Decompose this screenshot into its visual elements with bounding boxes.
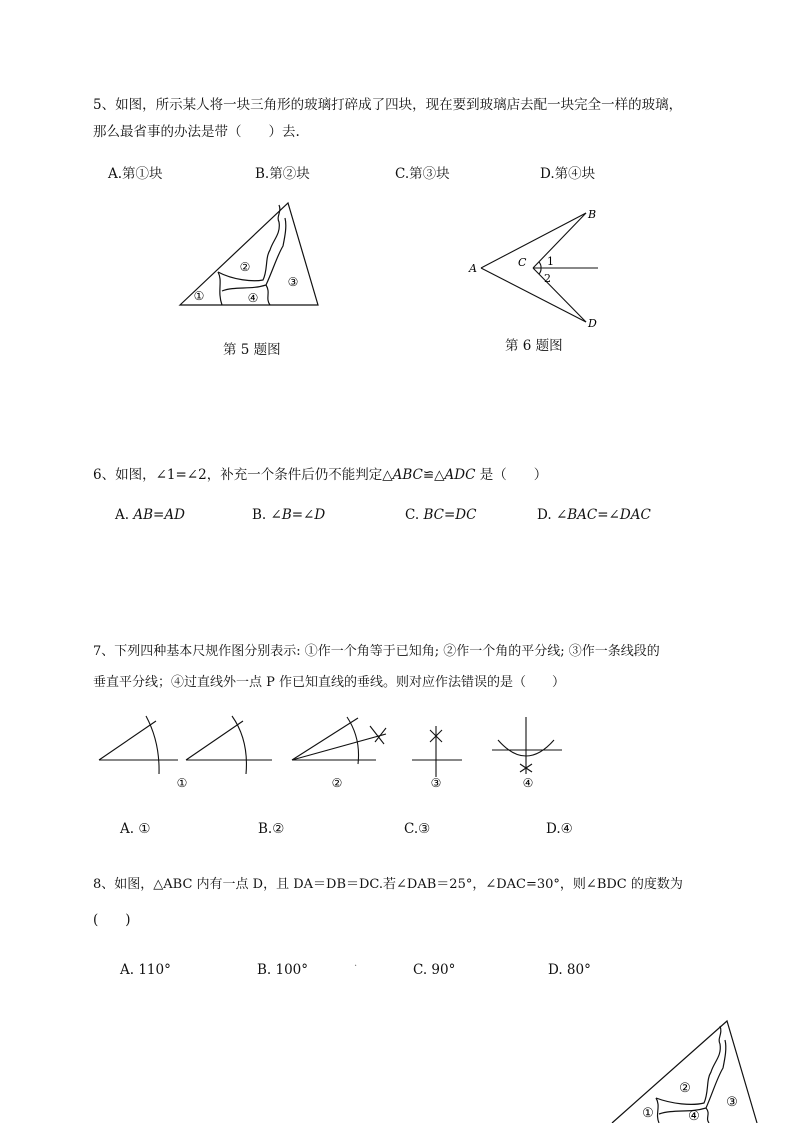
fig7-label-3: ③ xyxy=(430,776,442,790)
q6-option-a-expr: AB=AD xyxy=(133,507,185,523)
fig7-construction-4 xyxy=(412,726,462,777)
fig6-label-c: C xyxy=(518,256,527,269)
q6-option-d xyxy=(537,507,651,523)
q6-option-d-expr: ∠BAC=∠DAC xyxy=(555,507,651,523)
fig7-label-2: ② xyxy=(331,776,343,790)
q6-stem-suffix: 是（ ） xyxy=(475,467,548,483)
q5-option-a: A.第①块 xyxy=(108,166,163,182)
q6-option-b-expr: ∠B=∠D xyxy=(270,507,326,523)
bottom-label-2: ② xyxy=(679,1081,691,1096)
fig5-caption: 第 5 题图 xyxy=(223,342,281,358)
fig6-angle-1: 1 xyxy=(547,255,554,268)
q6-option-a xyxy=(115,507,185,523)
q6-option-d-letter: D. xyxy=(537,507,556,523)
q8-option-a: A. 110° xyxy=(120,962,171,978)
fig5-label-1: ① xyxy=(193,289,205,303)
q8-option-b: B. 100° xyxy=(257,962,309,978)
q7-option-a: A. ① xyxy=(120,821,151,837)
fig7-construction-1 xyxy=(99,716,178,774)
fig7-construction-5 xyxy=(492,717,562,774)
q6-stem-triangle-adc: ADC xyxy=(444,467,476,483)
fig5-triangle-diagram xyxy=(175,198,325,310)
q6-option-c xyxy=(405,507,476,523)
bottom-label-4: ④ xyxy=(688,1109,700,1123)
fig6-caption: 第 6 题图 xyxy=(505,338,563,354)
fig7-constructions xyxy=(96,712,566,794)
q5-option-b: B.第②块 xyxy=(255,166,310,182)
bottom-triangle-diagram xyxy=(612,1018,794,1123)
q5-stem-line2: 那么最省事的办法是带（ ）去. xyxy=(93,124,300,140)
q7-stem-line1: 7、下列四种基本尺规作图分别表示: ①作一个角等于已知角; ②作一个角的平分线; ③作一条线段的 xyxy=(93,644,660,659)
q8-stem-line1: 8、如图，△ABC 内有一点 D，且 DA＝DB＝DC.若∠DAB＝25°，∠DAC=30°，则∠BDC 的度数为 xyxy=(93,877,683,892)
q5-option-c: C.第③块 xyxy=(395,166,450,182)
q7-option-b: B.② xyxy=(258,821,285,837)
q7-option-c: C.③ xyxy=(404,821,431,837)
fig6-diagram xyxy=(466,205,606,330)
q5-stem-line1: 5、如图，所示某人将一块三角形的玻璃打碎成了四块，现在要到玻璃店去配一块完全一样的玻璃， xyxy=(93,97,683,113)
fig7-label-1: ① xyxy=(176,776,188,790)
q6-stem-prefix: 6、如图，∠1=∠2，补充一个条件后仍不能判定△ xyxy=(93,467,393,483)
fig5-label-4: ④ xyxy=(247,291,259,305)
fig6-label-d: D xyxy=(588,317,597,330)
fig5-label-2: ② xyxy=(239,260,251,274)
q8-option-d: D. 80° xyxy=(548,962,591,978)
bottom-label-3: ③ xyxy=(726,1095,738,1110)
q7-stem-line2: 垂直平分线；④过直线外一点 P 作已知直线的垂线。则对应作法错误的是（ ） xyxy=(93,675,566,690)
q8-option-c: C. 90° xyxy=(413,962,456,978)
fig7-construction-2 xyxy=(186,716,272,774)
q6-stem xyxy=(93,465,547,485)
fig6-angle-2: 2 xyxy=(544,272,551,285)
q7-option-d: D.④ xyxy=(546,821,573,837)
q6-option-b-letter: B. xyxy=(252,507,271,523)
fig6-label-a: A xyxy=(469,262,477,275)
q6-option-c-expr: BC=DC xyxy=(423,507,477,523)
q6-stem-triangle-abc: ABC xyxy=(392,467,423,483)
fig6-label-b: B xyxy=(588,208,597,221)
bottom-label-1: ① xyxy=(642,1106,654,1121)
q8-stray-mark: . xyxy=(354,958,358,969)
q8-stem-line2: ( ) xyxy=(93,912,131,928)
q6-stem-congruent: ≌△ xyxy=(422,467,445,483)
fig7-construction-3 xyxy=(292,717,386,764)
q6-option-a-letter: A. xyxy=(115,507,134,523)
q5-option-d: D.第④块 xyxy=(540,166,596,182)
q6-option-b xyxy=(252,507,325,523)
q6-option-c-letter: C. xyxy=(405,507,424,523)
fig7-label-4: ④ xyxy=(522,776,534,790)
fig5-label-3: ③ xyxy=(287,275,299,289)
